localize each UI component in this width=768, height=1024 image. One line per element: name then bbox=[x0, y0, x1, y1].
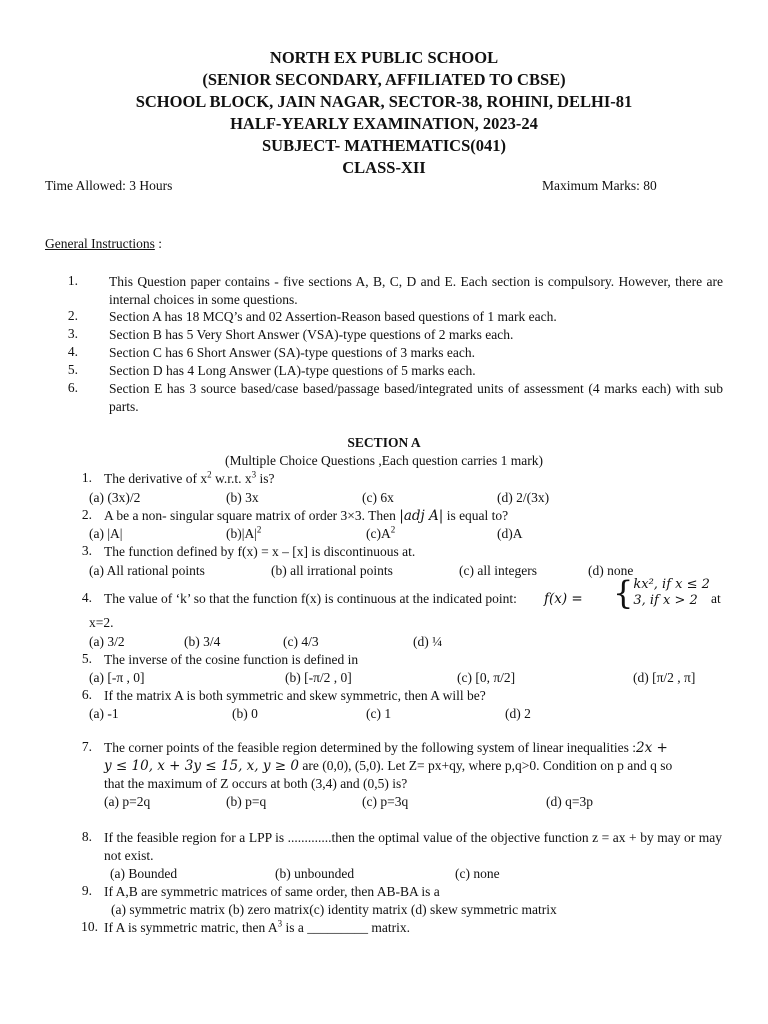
instruction-text: Section C has 6 Short Answer (SA)-type questions of 3 marks each. bbox=[109, 345, 475, 360]
question-number: 10. bbox=[81, 919, 98, 934]
option-b: (b) 3/4 bbox=[184, 634, 221, 649]
instructions-heading bbox=[45, 235, 162, 253]
option-c: $(c)A^2$ bbox=[366, 524, 396, 541]
option-b: (b) unbounded bbox=[275, 866, 355, 881]
question-text: If the feasible region for a LPP is .............then the optimal value of the objective function z = ax + by may or may not exist. bbox=[104, 830, 722, 863]
option-b: $(b)|A|^2$ bbox=[226, 524, 262, 541]
instruction-text: This Question paper contains - five sections A, B, C, D and E. Each section is compulsory. However, there are internal choices in some questions. bbox=[109, 274, 723, 307]
time-allowed: Time Allowed: 3 Hours bbox=[45, 178, 173, 193]
question-text-at: at bbox=[711, 591, 721, 606]
option-d: (d) 2/(3x) bbox=[497, 490, 550, 505]
question-text: If A,B are symmetric matrices of same order, then AB-BA is a bbox=[104, 884, 440, 899]
piecewise-case-2: 3, if x > 2 bbox=[633, 593, 698, 608]
question-number: 3. bbox=[81, 543, 92, 558]
subject-title: SUBJECT- MATHEMATICS(041) bbox=[261, 136, 506, 155]
question-number: 9. bbox=[81, 883, 92, 898]
brace-icon: { bbox=[613, 574, 634, 612]
question-number: 5. bbox=[81, 651, 92, 666]
instruction-text: Section E has 3 source based/case based/passage based/integrated units of assessment (4 marks each) with sub parts. bbox=[109, 381, 723, 414]
instruction-number: 5. bbox=[67, 362, 78, 377]
option-a: (a) [-π , 0] bbox=[89, 670, 145, 685]
class-title: CLASS-XII bbox=[342, 158, 426, 177]
option-d: (d) ¼ bbox=[413, 634, 443, 649]
piecewise-case-1: kx², if x ≤ 2 bbox=[633, 577, 710, 592]
option-d: (d) none bbox=[588, 563, 634, 578]
question-number: 7. bbox=[81, 739, 92, 754]
question-text-line-2: y ≤ 10, x + 3y ≤ 15, x, y ≥ 0 are (0,0), (5,0). Let Z= px+qy, where p,q>0. Condition on p and q so bbox=[104, 758, 673, 774]
question-text: A be a non- singular square matrix of order 3×3. Then |adj A| is equal to? bbox=[104, 508, 509, 524]
option-d: (d) q=3p bbox=[546, 794, 593, 809]
instruction-text: Section B has 5 Very Short Answer (VSA)-type questions of 2 marks each. bbox=[109, 327, 514, 342]
question-number: 6. bbox=[81, 687, 92, 702]
option-b: (b) all irrational points bbox=[271, 563, 393, 578]
option-c: (c) 1 bbox=[366, 706, 392, 721]
question-text: The inverse of the cosine function is defined in bbox=[104, 652, 359, 667]
question-number: 8. bbox=[81, 829, 92, 844]
question-text: If A is symmetric matric, then $A^3$ is a _________ matrix. bbox=[104, 918, 410, 935]
instructions-colon: : bbox=[154, 236, 162, 251]
instruction-number: 3. bbox=[67, 326, 78, 341]
option-b: (b) [-π/2 , 0] bbox=[285, 670, 352, 685]
option-c: (c) all integers bbox=[459, 563, 537, 578]
instructions-title: General Instructions bbox=[45, 236, 155, 251]
piecewise-function bbox=[613, 574, 710, 612]
instruction-number: 1. bbox=[67, 273, 78, 288]
question-number: 1. bbox=[81, 470, 92, 485]
school-affiliation: (SENIOR SECONDARY, AFFILIATED TO CBSE) bbox=[202, 70, 566, 89]
question-number: 4. bbox=[81, 590, 92, 605]
options-line: (a) symmetric matrix (b) zero matrix(c) identity matrix (d) skew symmetric matrix bbox=[111, 902, 557, 917]
section-a-subtitle: (Multiple Choice Questions ,Each question carries 1 mark) bbox=[225, 453, 543, 468]
option-a: (a) (3x)/2 bbox=[89, 490, 141, 505]
question-text: The derivative of $x^2$ w.r.t. $x^3$ is? bbox=[104, 469, 275, 486]
exam-title: HALF-YEARLY EXAMINATION, 2023-24 bbox=[230, 114, 538, 133]
option-a: (a) -1 bbox=[89, 706, 119, 721]
option-d: (d) 2 bbox=[505, 706, 531, 721]
option-c: (c) none bbox=[455, 866, 500, 881]
question-text: The function defined by f(x) = x – [x] is discontinuous at. bbox=[104, 544, 416, 559]
option-d: (d)A bbox=[497, 526, 523, 541]
option-d: (d) [π/2 , π] bbox=[633, 670, 696, 685]
instruction-text: Section A has 18 MCQ’s and 02 Assertion-Reason based questions of 1 mark each. bbox=[109, 309, 557, 324]
question-text: If the matrix A is both symmetric and skew symmetric, then A will be? bbox=[104, 688, 486, 703]
function-expression: f(x) = bbox=[544, 591, 583, 607]
question-text-continued: x=2. bbox=[89, 615, 114, 630]
option-c: (c) 4/3 bbox=[283, 634, 319, 649]
option-b: (b) 0 bbox=[232, 706, 258, 721]
question-number: 2. bbox=[81, 507, 92, 522]
school-name: NORTH EX PUBLIC SCHOOL bbox=[269, 48, 499, 67]
option-c: (c) 6x bbox=[362, 490, 394, 505]
question-text-line-3: that the maximum of Z occurs at both (3,4) and (0,5) is? bbox=[104, 776, 408, 791]
school-address: SCHOOL BLOCK, JAIN NAGAR, SECTOR-38, ROHINI, DELHI-81 bbox=[135, 92, 633, 111]
instruction-text: Section D has 4 Long Answer (LA)-type questions of 5 marks each. bbox=[109, 363, 476, 378]
option-a: (a) |A| bbox=[89, 526, 123, 541]
question-text: The corner points of the feasible region determined by the following system of linear inequalities :2x + bbox=[104, 740, 668, 756]
instruction-number: 2. bbox=[67, 308, 78, 323]
option-a: (a) p=2q bbox=[104, 794, 151, 809]
question-text: The value of ‘k’ so that the function f(x) is continuous at the indicated point: bbox=[104, 591, 517, 606]
option-b: (b) 3x bbox=[226, 490, 259, 505]
option-a: (a) 3/2 bbox=[89, 634, 125, 649]
option-c: (c) p=3q bbox=[362, 794, 409, 809]
option-b: (b) p=q bbox=[226, 794, 267, 809]
option-a: (a) Bounded bbox=[110, 866, 178, 881]
option-c: (c) [0, π/2] bbox=[457, 670, 516, 685]
instruction-number: 4. bbox=[67, 344, 78, 359]
option-a: (a) All rational points bbox=[89, 563, 205, 578]
section-a-title: SECTION A bbox=[347, 435, 421, 450]
instruction-number: 6. bbox=[67, 380, 78, 395]
maximum-marks: Maximum Marks: 80 bbox=[542, 178, 657, 193]
